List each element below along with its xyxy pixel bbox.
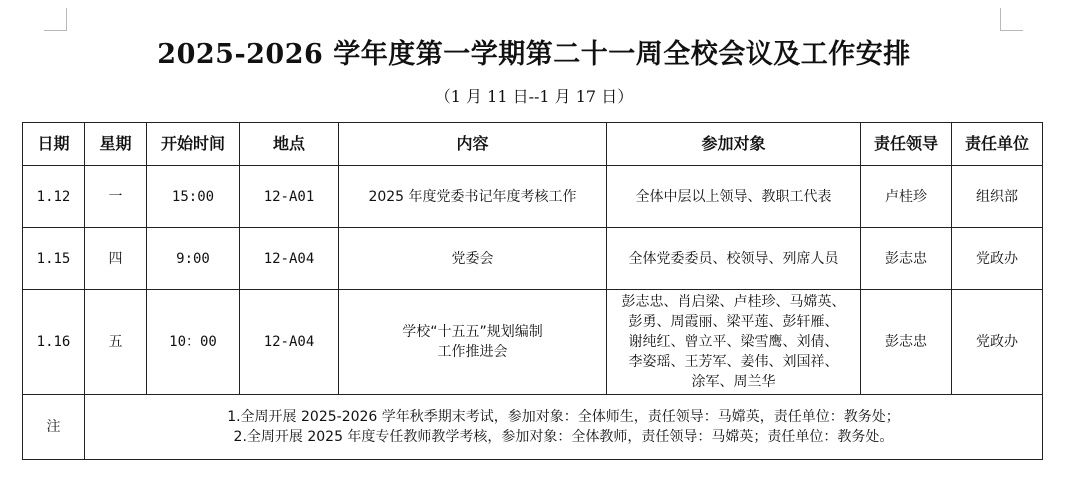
header-participants: 参加对象 [607, 123, 861, 166]
cell-location: 12-A04 [240, 228, 339, 290]
table-row [23, 228, 1043, 290]
cell-leader: 卢桂珍 [861, 166, 952, 228]
document-subtitle: （1 月 11 日--1 月 17 日） [434, 87, 634, 106]
content-line: 党委会 [451, 250, 494, 267]
cell-participants [607, 228, 861, 290]
note-line: 2.全周开展 2025 年度专任教师教学考核，参加对象：全体教师，责任领导：马嫦英；责任单位：教务处。 [233, 429, 894, 445]
cell-content [339, 228, 607, 290]
cell-unit: 组织部 [952, 166, 1043, 228]
note-content [85, 395, 1043, 460]
content-line: 工作推进会 [437, 344, 508, 360]
content-line: 2025 年度党委书记年度考核工作 [368, 188, 577, 205]
cell-leader: 彭志忠 [861, 290, 952, 395]
participants-line: 谢纯红、曾立平、梁雪鹰、刘倩、 [628, 334, 839, 350]
header-leader: 责任领导 [861, 123, 952, 166]
cell-participants [607, 166, 861, 228]
table-row [23, 166, 1043, 228]
participants-line: 涂军、周兰华 [691, 374, 776, 390]
cell-weekday: 五 [85, 290, 147, 395]
participants-line: 李姿瑶、王芳军、姜伟、刘国祥、 [628, 354, 839, 370]
cell-date: 1.15 [23, 228, 85, 290]
participants-line: 全体中层以上领导、教职工代表 [635, 188, 832, 205]
cell-content [339, 290, 607, 395]
page-corner-mark-left [44, 8, 67, 31]
table-row [23, 290, 1043, 395]
document-title: 2025-2026 学年度第一学期第二十一周全校会议及工作安排 [157, 39, 911, 70]
note-line: 1.全周开展 2025-2026 学年秋季期末考试，参加对象：全体师生，责任领导：马嫦英，责任单位：教务处； [227, 409, 900, 425]
participants-line: 彭志忠、肖启梁、卢桂珍、马嫦英、 [621, 294, 846, 310]
cell-location: 12-A04 [240, 290, 339, 395]
participants-line: 彭勇、周霞丽、梁平莲、彭轩雁、 [628, 314, 839, 330]
header-weekday: 星期 [85, 123, 147, 166]
cell-participants [607, 290, 861, 395]
cell-unit: 党政办 [952, 228, 1043, 290]
cell-start-time: 10：00 [147, 290, 240, 395]
cell-date: 1.16 [23, 290, 85, 395]
content-line: 学校“十五五”规划编制 [402, 324, 543, 340]
cell-weekday: 一 [85, 166, 147, 228]
header-location: 地点 [240, 123, 339, 166]
cell-unit: 党政办 [952, 290, 1043, 395]
cell-start-time: 9:00 [147, 228, 240, 290]
cell-weekday: 四 [85, 228, 147, 290]
header-date: 日期 [23, 123, 85, 166]
cell-start-time: 15:00 [147, 166, 240, 228]
cell-location: 12-A01 [240, 166, 339, 228]
note-label: 注 [23, 395, 85, 460]
header-start-time: 开始时间 [147, 123, 240, 166]
table-note-row [23, 395, 1043, 460]
header-unit: 责任单位 [952, 123, 1043, 166]
table-header-row [23, 123, 1043, 166]
page-corner-mark-right [1000, 8, 1023, 31]
cell-leader: 彭志忠 [861, 228, 952, 290]
participants-line: 全体党委委员、校领导、列席人员 [628, 250, 839, 267]
cell-content [339, 166, 607, 228]
header-content: 内容 [339, 123, 607, 166]
schedule-table [22, 122, 1043, 460]
cell-date: 1.12 [23, 166, 85, 228]
